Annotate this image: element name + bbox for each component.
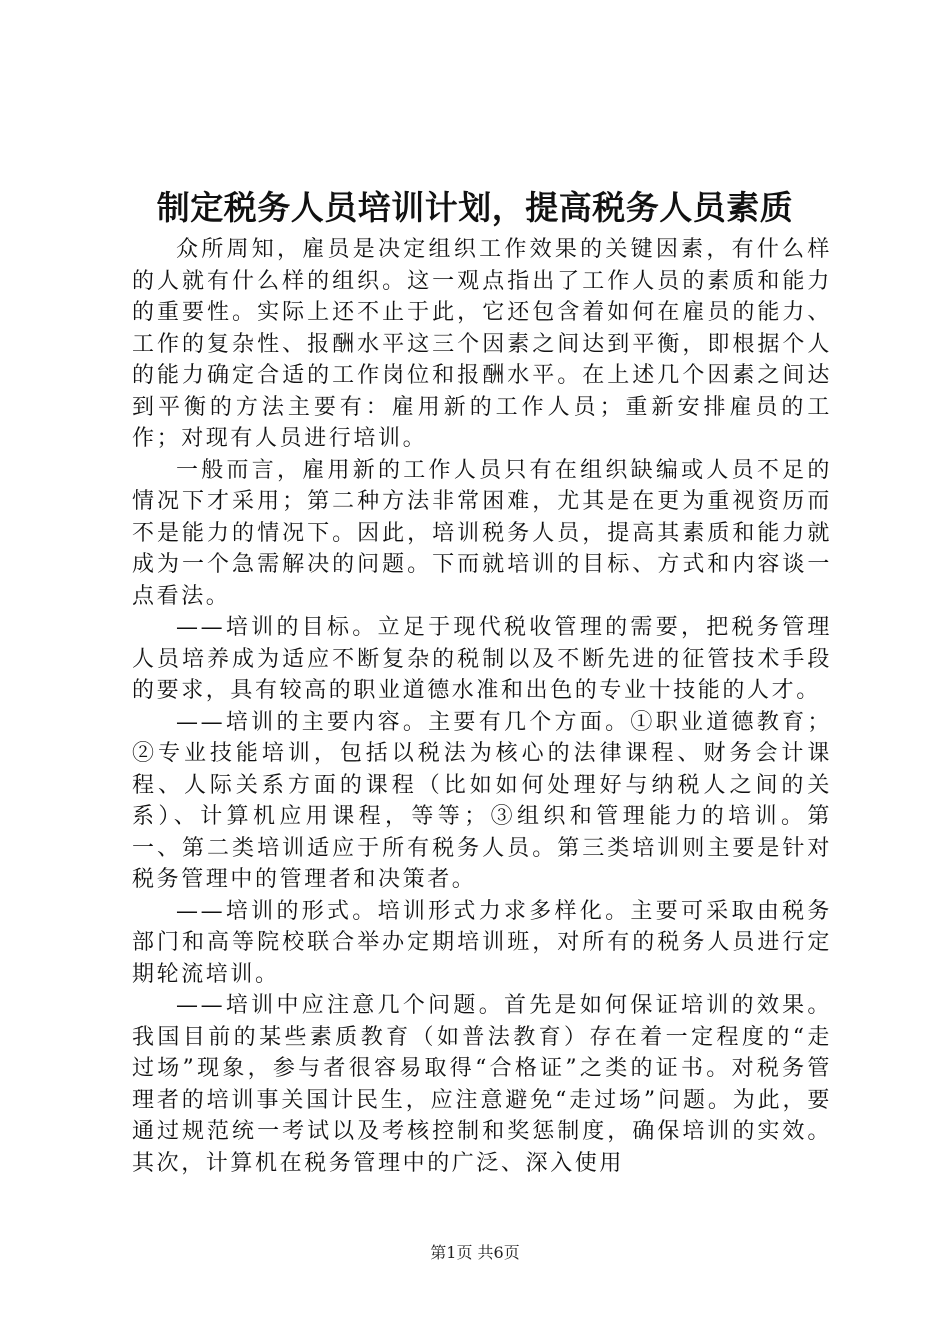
paragraph: ——培训的目标。立足于现代税收管理的需要，把税务管理人员培养成为适应不断复杂的税制以及不断先进的征管技术手段的要求，具有较高的职业道德水准和出色的专业十技能的人才。 (132, 615, 832, 703)
document-body (132, 234, 832, 1179)
paragraph: 一般而言，雇用新的工作人员只有在组织缺编或人员不足的情况下才采用；第二种方法非常困难，尤其是在更为重视资历而不是能力的情况下。因此，培训税务人员，提高其素质和能力就成为一个急需解决的问题。下而就培训的目标、方式和内容谈一点看法。 (132, 457, 832, 609)
paragraph: ——培训中应注意几个问题。首先是如何保证培训的效果。我国目前的某些素质教育（如普法教育）存在着一定程度的“走过场”现象，参与者很容易取得“合格证”之类的证书。对税务管理者的培训事关国计民生，应注意避免“走过场”问题。为此，要通过规范统一考试以及考核控制和奖惩制度，确保培训的实效。其次，计算机在税务管理中的广泛、深入使用 (132, 993, 832, 1176)
paragraph: ——培训的主要内容。主要有几个方面。①职业道德教育；②专业技能培训，包括以税法为核心的法律课程、财务会计课程、人际关系方面的课程（比如如何处理好与纳税人之间的关系）、计算机应用课程，等等；③组织和管理能力的培训。第一、第二类培训适应于所有税务人员。第三类培训则主要是针对税务管理中的管理者和决策者。 (132, 709, 832, 892)
paragraph: ——培训的形式。培训形式力求多样化。主要可采取由税务部门和高等院校联合举办定期培训班，对所有的税务人员进行定期轮流培训。 (132, 898, 832, 987)
page-number: 第1页 共6页 (430, 1243, 520, 1262)
paragraph: 众所周知，雇员是决定组织工作效果的关键因素，有什么样的人就有什么样的组织。这一观点指出了工作人员的素质和能力的重要性。实际上还不止于此，它还包含着如何在雇员的能力、工作的复杂性、报酬水平这三个因素之间达到平衡，即根据个人的能力确定合适的工作岗位和报酬水平。在上述几个因素之间达到平衡的方法主要有：雇用新的工作人员；重新安排雇员的工作；对现有人员进行培训。 (132, 237, 832, 451)
document-title: 制定税务人员培训计划，提高税务人员素质 (156, 188, 794, 227)
